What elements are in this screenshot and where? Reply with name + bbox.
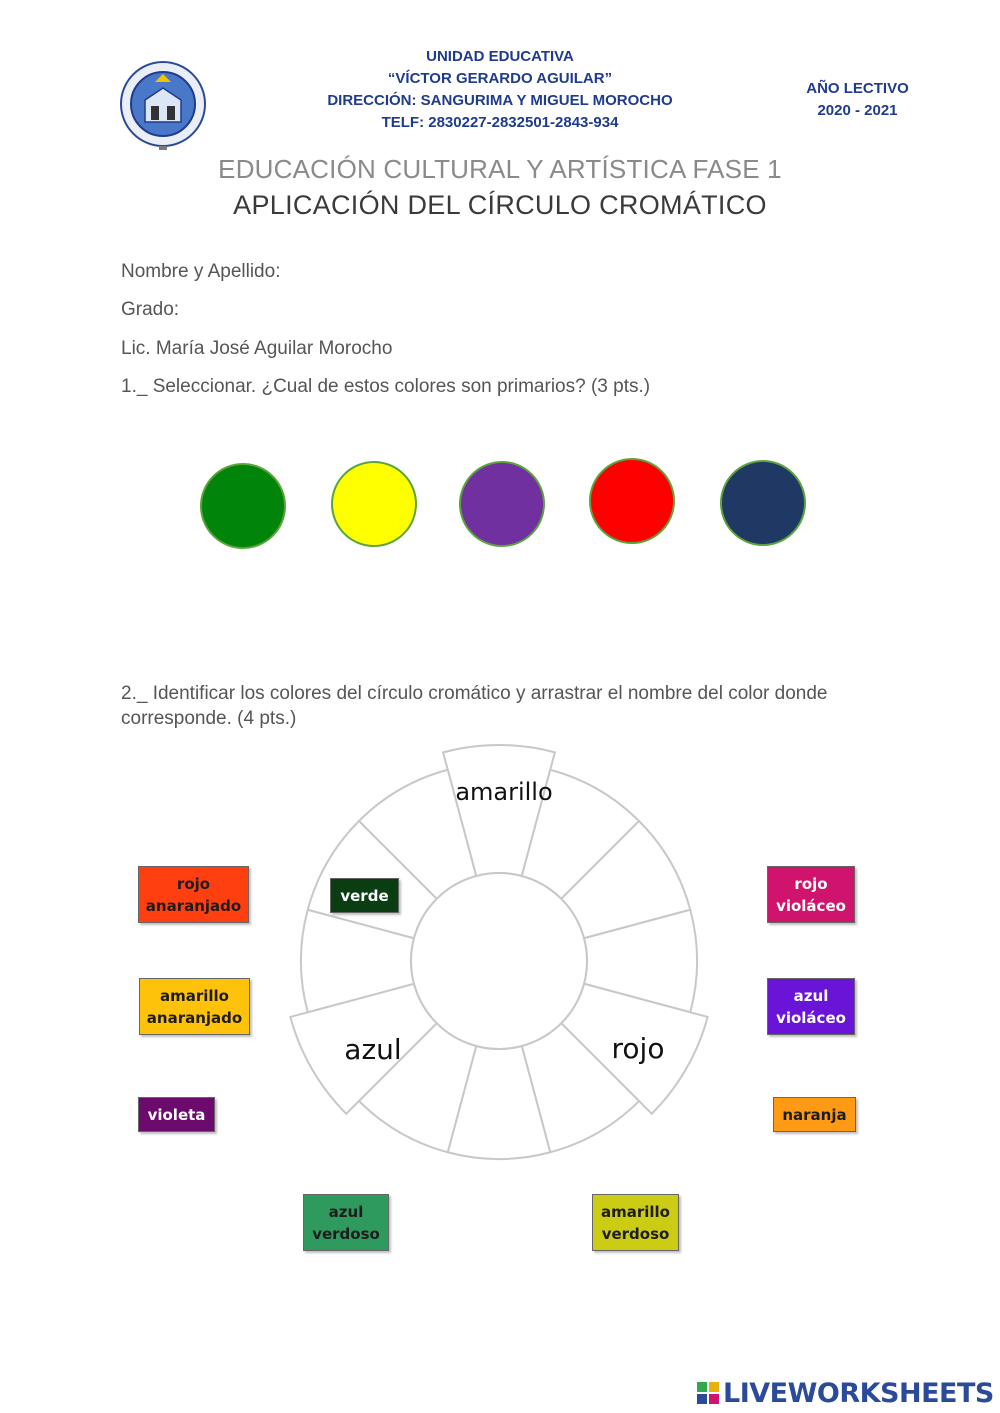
tag-amarillo-anaranjado-line1: amarillo (159, 986, 229, 1005)
school-line-1: UNIDAD EDUCATIVA (426, 48, 574, 65)
school-line-3: DIRECCIÓN: SANGURIMA Y MIGUEL MOROCHO (327, 92, 673, 109)
tag-azul-verdoso-line1: azul (328, 1202, 364, 1221)
wheel-label-right: rojo (611, 1032, 665, 1065)
tag-azul-violaceo-line1: azul (793, 986, 829, 1005)
tag-naranja-label: naranja (782, 1105, 847, 1124)
page-title: APLICACIÓN DEL CÍRCULO CROMÁTICO (233, 190, 767, 220)
year-label: AÑO LECTIVO (806, 80, 909, 97)
tag-verde-label: verde (340, 886, 389, 905)
tag-amarillo-anaranjado[interactable] (139, 978, 250, 1035)
tag-azul-verdoso-line2: verdoso (312, 1224, 380, 1243)
tag-azul-verdoso[interactable] (303, 1194, 389, 1251)
color-wheel (280, 742, 720, 1182)
liveworksheets-logo-icon (697, 1382, 719, 1404)
tag-amarillo-verdoso-line2: verdoso (601, 1224, 670, 1243)
school-logo (115, 60, 211, 152)
color-option-red[interactable] (589, 458, 675, 544)
question-2-text: 2._ Identificar los colores del círculo cromático y arrastrar el nombre del color donde corresponde. (4 pts.) (121, 683, 828, 729)
teacher-name: Lic. María José Aguilar Morocho (121, 338, 393, 359)
color-option-navy[interactable] (720, 460, 806, 546)
tag-rojo-violaceo-line2: violáceo (776, 896, 846, 915)
liveworksheets-footer (697, 1376, 997, 1410)
wheel-center (411, 873, 587, 1049)
tag-verde[interactable] (330, 878, 399, 913)
school-header (270, 46, 730, 134)
school-line-2: “VÍCTOR GERARDO AGUILAR” (387, 70, 613, 87)
question-1-text: 1._ Seleccionar. ¿Cual de estos colores son primarios? (3 pts.) (121, 376, 651, 397)
tag-rojo-anaranjado-line1: rojo (176, 874, 211, 893)
name-label: Nombre y Apellido: (121, 261, 281, 282)
tag-violeta-label: violeta (147, 1105, 206, 1124)
tag-amarillo-verdoso[interactable] (592, 1194, 679, 1251)
school-line-4: TELF: 2830227-2832501-2843-934 (381, 114, 619, 131)
tag-amarillo-verdoso-line1: amarillo (600, 1202, 670, 1221)
grade-label: Grado: (121, 299, 180, 320)
tag-azul-violaceo[interactable] (767, 978, 855, 1035)
wheel-label-left: azul (344, 1033, 402, 1066)
tag-violeta[interactable] (138, 1097, 215, 1132)
liveworksheets-brand: LIVEWORKSHEETS (723, 1377, 994, 1409)
tag-rojo-anaranjado[interactable] (138, 866, 249, 923)
subject-heading: EDUCACIÓN CULTURAL Y ARTÍSTICA FASE 1 (218, 154, 782, 184)
color-option-green[interactable] (200, 463, 286, 549)
wheel-label-top: amarillo (455, 778, 553, 806)
tag-rojo-violaceo-line1: rojo (794, 874, 828, 893)
tag-amarillo-anaranjado-line2: anaranjado (146, 1008, 243, 1027)
school-year (780, 78, 935, 122)
tag-azul-violaceo-line2: violáceo (776, 1008, 846, 1027)
tag-rojo-anaranjado-line2: anaranjado (145, 896, 242, 915)
color-option-purple[interactable] (459, 461, 545, 547)
year-value: 2020 - 2021 (817, 102, 898, 119)
tag-naranja[interactable] (773, 1097, 856, 1132)
color-option-yellow[interactable] (331, 461, 417, 547)
tag-rojo-violaceo[interactable] (767, 866, 855, 923)
